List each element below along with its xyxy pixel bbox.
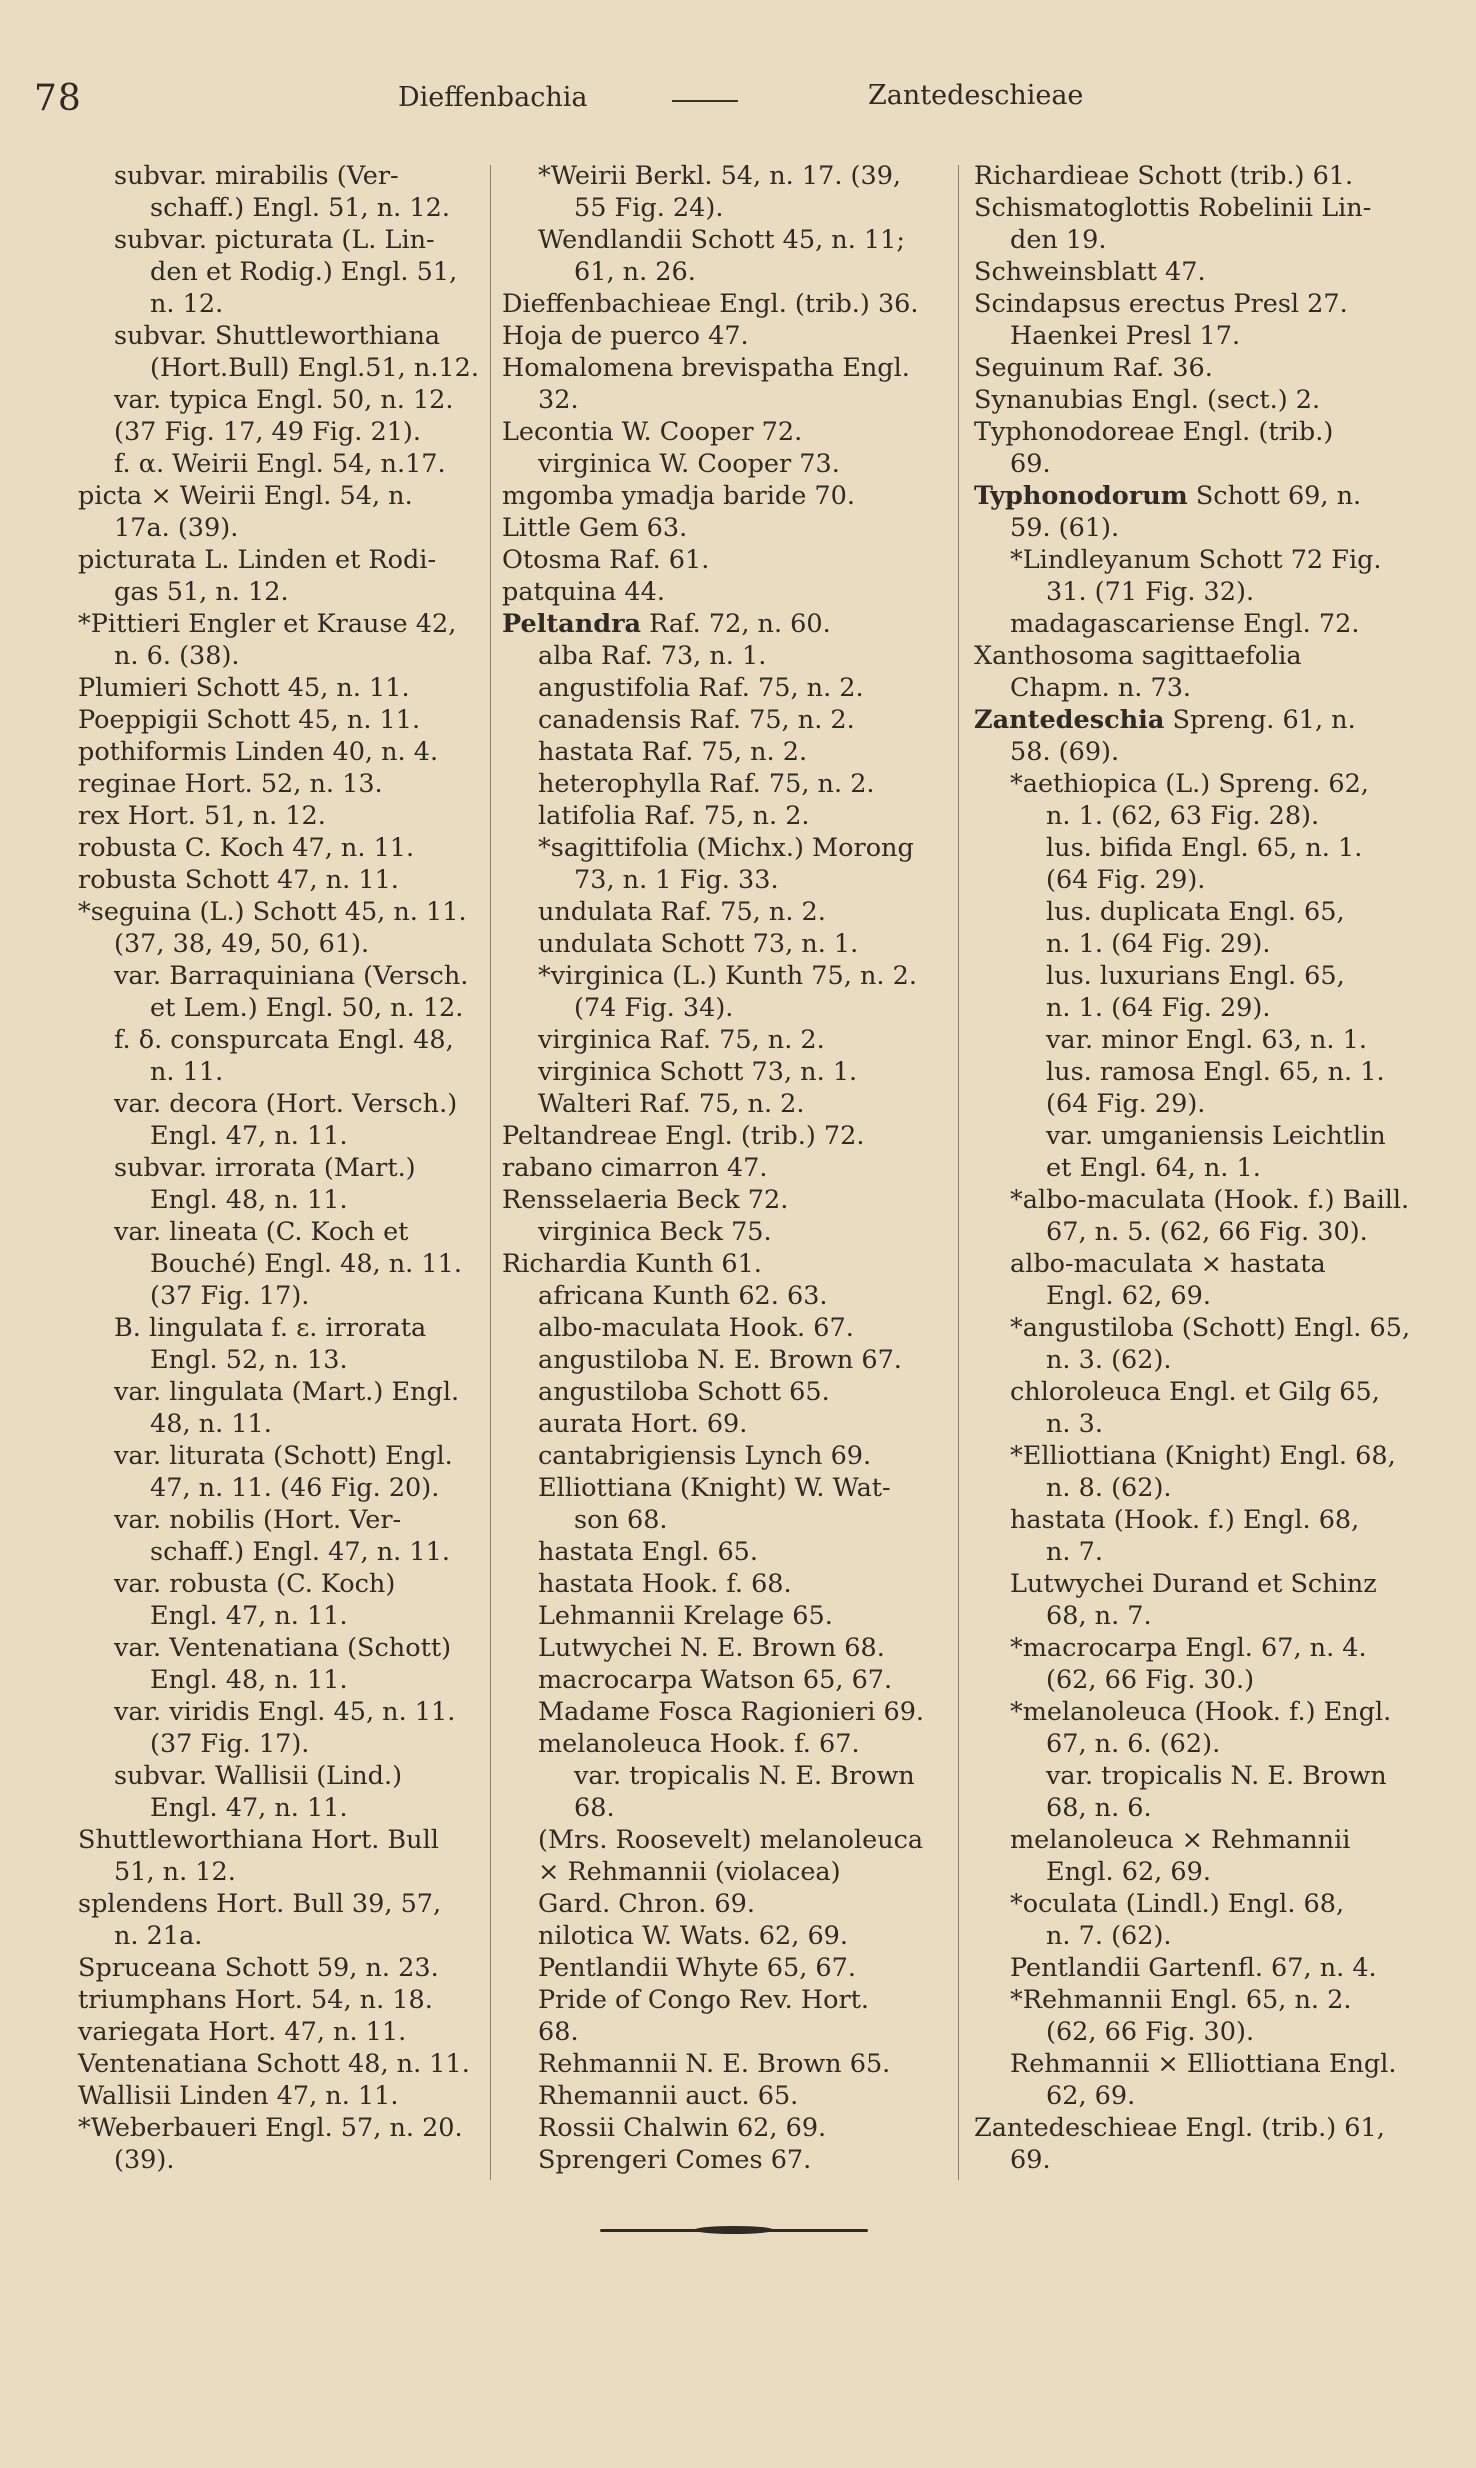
index-entry: Rhemannii auct. 65. <box>538 2081 799 2111</box>
header-right-title: Zantedeschieae <box>868 80 1084 111</box>
index-entry: Engl. 47, n. 11. <box>150 1601 348 1631</box>
index-entry: albo-maculata Hook. 67. <box>538 1313 854 1343</box>
index-entry: angustiloba N. E. Brown 67. <box>538 1345 902 1375</box>
index-entry: Typhonodoreae Engl. (trib.) <box>974 417 1334 447</box>
index-entry: Bouché) Engl. 48, n. 11. <box>150 1249 462 1279</box>
genus-heading: Peltandra <box>502 609 642 639</box>
index-entry: melanoleuca × Rehmannii <box>1010 1825 1351 1855</box>
index-entry: 58. (69). <box>1010 737 1120 767</box>
index-entry: mgomba ymadja baride 70. <box>502 481 855 511</box>
genus-heading: Zantedeschia <box>974 705 1165 735</box>
index-entry: var. decora (Hort. Versch.) <box>114 1089 458 1119</box>
index-entry: lus. duplicata Engl. 65, <box>1046 897 1345 927</box>
index-entry: var. minor Engl. 63, n. 1. <box>1046 1025 1367 1055</box>
genus-reference: Raf. 72, n. 60. <box>641 609 831 639</box>
index-entry: f. δ. conspurcata Engl. 48, <box>114 1025 454 1055</box>
index-column-1 <box>78 160 479 2176</box>
index-entry: schaff.) Engl. 51, n. 12. <box>150 193 450 223</box>
index-entry: Rensselaeria Beck 72. <box>502 1185 789 1215</box>
index-entry: undulata Schott 73, n. 1. <box>538 929 859 959</box>
index-entry: 48, n. 11. <box>150 1409 272 1439</box>
index-entry: picturata L. Linden et Rodi- <box>78 545 437 575</box>
index-entry: Ventenatiana Schott 48, n. 11. <box>78 2049 470 2079</box>
index-entry: *albo-maculata (Hook. f.) Baill. <box>1010 1185 1410 1215</box>
index-entry: den 19. <box>1010 225 1107 255</box>
index-entry: *Weberbaueri Engl. 57, n. 20. <box>78 2113 463 2143</box>
index-entry: *melanoleuca (Hook. f.) Engl. <box>1010 1697 1392 1727</box>
index-entry: *Rehmannii Engl. 65, n. 2. <box>1010 1985 1352 2015</box>
index-entry: 51, n. 12. <box>114 1857 236 1887</box>
index-entry: den et Rodig.) Engl. 51, <box>150 257 458 287</box>
index-entry: subvar. mirabilis (Ver- <box>114 161 399 191</box>
index-entry: lus. bifida Engl. 65, n. 1. <box>1046 833 1363 863</box>
index-entry: *Lindleyanum Schott 72 Fig. <box>1010 545 1382 575</box>
index-entry: melanoleuca Hook. f. 67. <box>538 1729 860 1759</box>
index-entry: n. 21a. <box>114 1921 203 1951</box>
index-entry: Pentlandii Gartenfl. 67, n. 4. <box>1010 1953 1377 1983</box>
index-entry: 69. <box>1010 449 1051 479</box>
index-entry: Spruceana Schott 59, n. 23. <box>78 1953 439 1983</box>
index-entry: lus. luxurians Engl. 65, <box>1046 961 1345 991</box>
index-entry: variegata Hort. 47, n. 11. <box>78 2017 407 2047</box>
index-entry: rabano cimarron 47. <box>502 1153 768 1183</box>
genus-reference: Schott 69, n. <box>1187 481 1362 511</box>
index-entry: 67, n. 5. (62, 66 Fig. 30). <box>1046 1217 1368 1247</box>
index-entry: Haenkei Presl 17. <box>1010 321 1241 351</box>
index-entry: lus. ramosa Engl. 65, n. 1. <box>1046 1057 1385 1087</box>
index-entry: macrocarpa Watson 65, 67. <box>538 1665 893 1695</box>
index-entry: 32. <box>538 385 579 415</box>
index-entry <box>502 608 942 640</box>
index-entry: virginica Beck 75. <box>538 1217 772 1247</box>
index-entry: 17a. (39). <box>114 513 239 543</box>
index-entry: n. 1. (62, 63 Fig. 28). <box>1046 801 1320 831</box>
index-entry: Engl. 62, 69. <box>1046 1857 1211 1887</box>
index-entry: B. lingulata f. ε. irrorata <box>114 1313 427 1343</box>
index-entry: *Pittieri Engler et Krause 42, <box>78 609 457 639</box>
index-entry: schaff.) Engl. 47, n. 11. <box>150 1537 450 1567</box>
index-column-3 <box>974 160 1414 2176</box>
index-entry: chloroleuca Engl. et Gilg 65, <box>1010 1377 1380 1407</box>
index-entry: virginica Schott 73, n. 1. <box>538 1057 858 1087</box>
index-entry: africana Kunth 62. 63. <box>538 1281 828 1311</box>
index-entry: 31. (71 Fig. 32). <box>1046 577 1255 607</box>
index-entry: Xanthosoma sagittaefolia <box>974 641 1302 671</box>
index-entry: Rehmannii × Elliottiana Engl. <box>1010 2049 1397 2079</box>
index-entry: *virginica (L.) Kunth 75, n. 2. <box>538 961 917 991</box>
index-entry: 55 Fig. 24). <box>574 193 724 223</box>
index-entry: Gard. Chron. 69. <box>538 1889 755 1919</box>
index-entry: 47, n. 11. (46 Fig. 20). <box>150 1473 440 1503</box>
index-entry: n. 11. <box>150 1057 224 1087</box>
index-entry: Richardia Kunth 61. <box>502 1249 762 1279</box>
index-entry: Elliottiana (Knight) W. Wat- <box>538 1473 891 1503</box>
index-entry: angustiloba Schott 65. <box>538 1377 830 1407</box>
index-entry: (64 Fig. 29). <box>1046 865 1206 895</box>
index-entry: hastata Hook. f. 68. <box>538 1569 792 1599</box>
index-entry: (74 Fig. 34). <box>574 993 734 1023</box>
index-entry: subvar. Wallisii (Lind.) <box>114 1761 403 1791</box>
index-entry: Little Gem 63. <box>502 513 688 543</box>
index-entry: f. α. Weirii Engl. 54, n.17. <box>114 449 446 479</box>
index-entry: var. liturata (Schott) Engl. <box>114 1441 453 1471</box>
index-entry: var. tropicalis N. E. Brown <box>574 1761 915 1791</box>
index-entry: aurata Hort. 69. <box>538 1409 748 1439</box>
index-entry: var. typica Engl. 50, n. 12. <box>114 385 454 415</box>
index-entry: *oculata (Lindl.) Engl. 68, <box>1010 1889 1345 1919</box>
index-entry: picta × Weirii Engl. 54, n. <box>78 481 413 511</box>
genus-heading: Typhonodorum <box>974 481 1188 511</box>
index-entry: subvar. picturata (L. Lin- <box>114 225 435 255</box>
index-entry: gas 51, n. 12. <box>114 577 289 607</box>
index-entry: cantabrigiensis Lynch 69. <box>538 1441 872 1471</box>
index-entry: *angustiloba (Schott) Engl. 65, <box>1010 1313 1411 1343</box>
index-entry: (62, 66 Fig. 30.) <box>1046 1665 1255 1695</box>
column-separator-2 <box>958 165 959 2180</box>
header-dash <box>672 100 738 102</box>
index-entry: Plumieri Schott 45, n. 11. <box>78 673 410 703</box>
index-entry: Richardieae Schott (trib.) 61. <box>974 161 1354 191</box>
index-entry: virginica Raf. 75, n. 2. <box>538 1025 825 1055</box>
index-entry: n. 3. <box>1046 1409 1103 1439</box>
index-entry: Engl. 47, n. 11. <box>150 1121 348 1151</box>
index-entry: Zantedeschieae Engl. (trib.) 61, <box>974 2113 1385 2143</box>
index-entry: 68, n. 7. <box>1046 1601 1152 1631</box>
index-entry <box>974 480 1414 512</box>
index-entry: *Elliottiana (Knight) Engl. 68, <box>1010 1441 1396 1471</box>
index-entry: Wendlandii Schott 45, n. 11; <box>538 225 905 255</box>
index-entry: (37 Fig. 17). <box>150 1281 310 1311</box>
index-entry: 68. <box>574 1793 615 1823</box>
index-entry: Dieffenbachieae Engl. (trib.) 36. <box>502 289 919 319</box>
index-entry: hastata Engl. 65. <box>538 1537 758 1567</box>
index-entry: Poeppigii Schott 45, n. 11. <box>78 705 421 735</box>
index-entry: Hoja de puerco 47. <box>502 321 749 351</box>
index-entry: virginica W. Cooper 73. <box>538 449 840 479</box>
index-entry: var. lineata (C. Koch et <box>114 1217 409 1247</box>
index-entry: Engl. 48, n. 11. <box>150 1665 348 1695</box>
index-entry: Engl. 52, n. 13. <box>150 1345 348 1375</box>
index-entry: robusta C. Koch 47, n. 11. <box>78 833 415 863</box>
index-entry: splendens Hort. Bull 39, 57, <box>78 1889 442 1919</box>
index-entry: Lehmannii Krelage 65. <box>538 1601 833 1631</box>
index-entry: *seguina (L.) Schott 45, n. 11. <box>78 897 467 927</box>
index-entry: n. 6. (38). <box>114 641 240 671</box>
index-entry: patquina 44. <box>502 577 665 607</box>
index-entry: (39). <box>114 2145 175 2175</box>
index-entry: Rehmannii N. E. Brown 65. <box>538 2049 891 2079</box>
index-entry: canadensis Raf. 75, n. 2. <box>538 705 855 735</box>
index-entry: Engl. 47, n. 11. <box>150 1793 348 1823</box>
index-entry: (62, 66 Fig. 30). <box>1046 2017 1255 2047</box>
index-entry: Engl. 48, n. 11. <box>150 1185 348 1215</box>
index-entry: Madame Fosca Ragionieri 69. <box>538 1697 925 1727</box>
index-entry: Engl. 62, 69. <box>1046 1281 1211 1311</box>
index-entry: 59. (61). <box>1010 513 1120 543</box>
index-entry: undulata Raf. 75, n. 2. <box>538 897 826 927</box>
index-entry: Lecontia W. Cooper 72. <box>502 417 803 447</box>
index-entry: var. nobilis (Hort. Ver- <box>114 1505 402 1535</box>
index-entry: triumphans Hort. 54, n. 18. <box>78 1985 433 2015</box>
index-entry: (37 Fig. 17). <box>150 1729 310 1759</box>
index-entry: var. robusta (C. Koch) <box>114 1569 396 1599</box>
index-entry: heterophylla Raf. 75, n. 2. <box>538 769 875 799</box>
index-entry: var. lingulata (Mart.) Engl. <box>114 1377 460 1407</box>
index-entry: subvar. irrorata (Mart.) <box>114 1153 416 1183</box>
index-entry: var. tropicalis N. E. Brown <box>1046 1761 1387 1791</box>
index-entry: (Hort.Bull) Engl.51, n.12. <box>150 353 479 383</box>
index-entry: (37, 38, 49, 50, 61). <box>114 929 370 959</box>
header-left-title: Dieffenbachia <box>398 82 588 113</box>
index-entry: hastata Raf. 75, n. 2. <box>538 737 808 767</box>
index-entry: var. umganiensis Leichtlin <box>1046 1121 1386 1151</box>
index-entry: 67, n. 6. (62). <box>1046 1729 1221 1759</box>
column-separator-1 <box>490 165 491 2180</box>
index-entry: Chapm. n. 73. <box>1010 673 1192 703</box>
index-entry: Scindapsus erectus Presl 27. <box>974 289 1348 319</box>
index-entry: Wallisii Linden 47, n. 11. <box>78 2081 399 2111</box>
index-entry: angustifolia Raf. 75, n. 2. <box>538 673 864 703</box>
index-entry: 69. <box>1010 2145 1051 2175</box>
index-entry: n. 1. (64 Fig. 29). <box>1046 993 1271 1023</box>
index-entry: var. viridis Engl. 45, n. 11. <box>114 1697 456 1727</box>
index-column-2 <box>502 160 942 2176</box>
index-entry: hastata (Hook. f.) Engl. 68, <box>1010 1505 1360 1535</box>
page-number: 78 <box>34 78 82 119</box>
index-entry: 68, n. 6. <box>1046 1793 1152 1823</box>
index-entry: Schweinsblatt 47. <box>974 257 1206 287</box>
index-entry: nilotica W. Wats. 62, 69. <box>538 1921 848 1951</box>
index-entry: 62, 69. <box>1046 2081 1136 2111</box>
index-entry: Synanubias Engl. (sect.) 2. <box>974 385 1321 415</box>
index-entry: Lutwychei N. E. Brown 68. <box>538 1633 885 1663</box>
index-entry: var. Barraquiniana (Versch. <box>114 961 469 991</box>
index-entry: madagascariense Engl. 72. <box>1010 609 1360 639</box>
index-entry: n. 7. (62). <box>1046 1921 1172 1951</box>
index-entry: 73, n. 1 Fig. 33. <box>574 865 779 895</box>
index-entry: Walteri Raf. 75, n. 2. <box>538 1089 805 1119</box>
index-entry: × Rehmannii (violacea) <box>538 1857 841 1887</box>
index-entry: rex Hort. 51, n. 12. <box>78 801 326 831</box>
index-entry: Rossii Chalwin 62, 69. <box>538 2113 827 2143</box>
index-entry: n. 7. <box>1046 1537 1103 1567</box>
running-header <box>0 78 1476 128</box>
index-entry: 61, n. 26. <box>574 257 696 287</box>
index-entry: reginae Hort. 52, n. 13. <box>78 769 383 799</box>
index-entry: alba Raf. 73, n. 1. <box>538 641 767 671</box>
index-entry: Sprengeri Comes 67. <box>538 2145 812 2175</box>
index-entry: n. 3. (62). <box>1046 1345 1172 1375</box>
index-entry: et Lem.) Engl. 50, n. 12. <box>150 993 464 1023</box>
index-entry: Pride of Congo Rev. Hort. <box>538 1985 870 2015</box>
genus-reference: Spreng. 61, n. <box>1164 705 1356 735</box>
index-entry: *aethiopica (L.) Spreng. 62, <box>1010 769 1369 799</box>
end-ornament-rule <box>600 2229 868 2232</box>
index-entry: 68. <box>538 2017 579 2047</box>
index-entry: n. 1. (64 Fig. 29). <box>1046 929 1271 959</box>
index-entry: Homalomena brevispatha Engl. <box>502 353 910 383</box>
index-entry: Schismatoglottis Robelinii Lin- <box>974 193 1372 223</box>
index-entry: (37 Fig. 17, 49 Fig. 21). <box>114 417 421 447</box>
index-entry: Pentlandii Whyte 65, 67. <box>538 1953 856 1983</box>
index-entry: son 68. <box>574 1505 668 1535</box>
index-entry: *sagittifolia (Michx.) Morong <box>538 833 914 863</box>
index-entry: (64 Fig. 29). <box>1046 1089 1206 1119</box>
index-entry: Lutwychei Durand et Schinz <box>1010 1569 1377 1599</box>
index-entry: n. 8. (62). <box>1046 1473 1172 1503</box>
index-entry: latifolia Raf. 75, n. 2. <box>538 801 810 831</box>
index-entry: n. 12. <box>150 289 224 319</box>
index-entry: robusta Schott 47, n. 11. <box>78 865 399 895</box>
index-entry: (Mrs. Roosevelt) melanoleuca <box>538 1825 924 1855</box>
index-entry: Otosma Raf. 61. <box>502 545 710 575</box>
index-entry: Seguinum Raf. 36. <box>974 353 1213 383</box>
index-entry: *Weirii Berkl. 54, n. 17. (39, <box>538 161 902 191</box>
index-entry: pothiformis Linden 40, n. 4. <box>78 737 439 767</box>
index-entry: albo-maculata × hastata <box>1010 1249 1326 1279</box>
index-entry: subvar. Shuttleworthiana <box>114 321 441 351</box>
index-entry <box>974 704 1414 736</box>
index-entry: et Engl. 64, n. 1. <box>1046 1153 1261 1183</box>
index-entry: *macrocarpa Engl. 67, n. 4. <box>1010 1633 1367 1663</box>
index-entry: Shuttleworthiana Hort. Bull <box>78 1825 439 1855</box>
index-entry: Peltandreae Engl. (trib.) 72. <box>502 1121 865 1151</box>
index-entry: var. Ventenatiana (Schott) <box>114 1633 452 1663</box>
